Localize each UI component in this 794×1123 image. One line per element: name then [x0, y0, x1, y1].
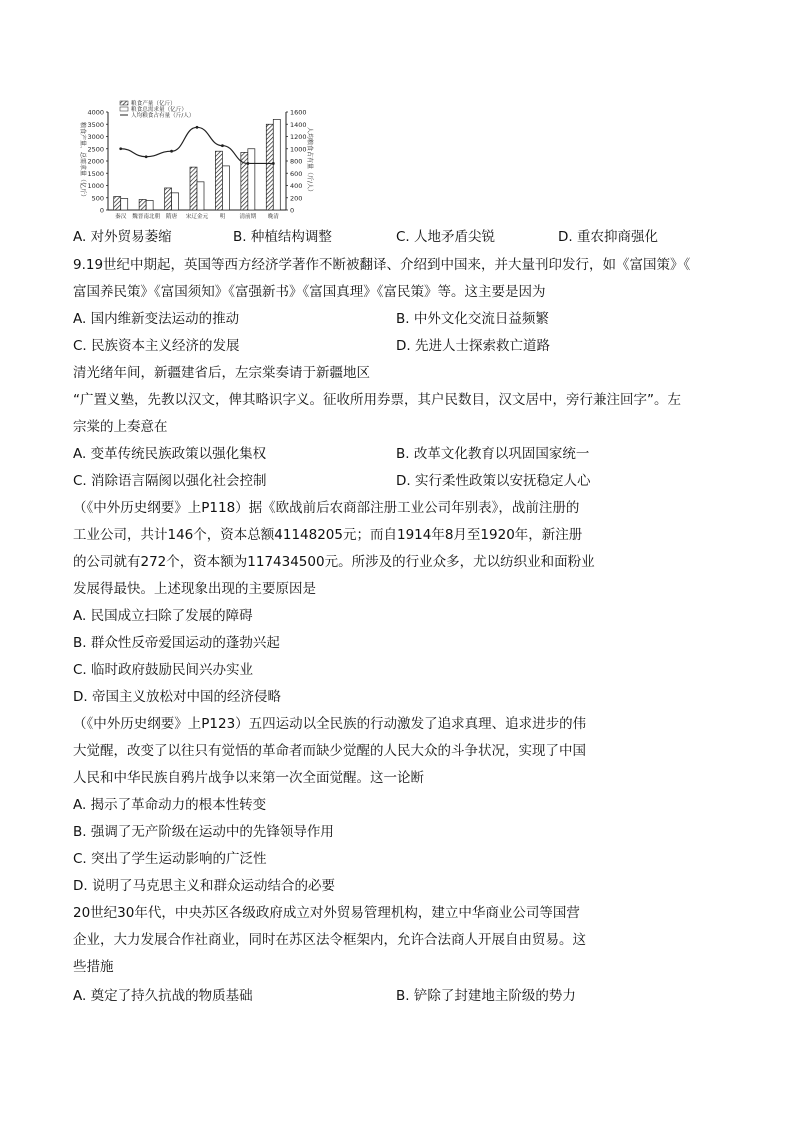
- bar-production: [215, 151, 222, 210]
- q8-option-b: B. 种植结构调整: [233, 229, 332, 245]
- q9-option-c: C. 民族资本主义经济的发展: [73, 338, 240, 354]
- right-tick-label: 1600: [290, 108, 307, 117]
- per-capita-point: [246, 162, 249, 165]
- right-tick-label: 200: [290, 194, 303, 203]
- q9-stem-line: 9.19世纪中期起，英国等西方经济学著作不断被翻译、介绍到中国来，并大量刊印发行，如《富国策》《: [73, 257, 691, 273]
- per-capita-point: [221, 144, 224, 147]
- right-tick-label: 0: [290, 206, 295, 215]
- q8-option-d: D. 重农抑商强化: [558, 229, 658, 245]
- bar-demand: [121, 198, 128, 210]
- left-axis-label: 粮食产量、总需求量（亿斤）: [79, 121, 86, 201]
- q11-stem-line: （《中外历史纲要》上P118）据《欧战前后农商部注册工业公司年别表》，战前注册的: [73, 500, 580, 516]
- q12-stem-line: （《中外历史纲要》上P123）五四运动以全民族的行动激发了追求真理、追求进步的伟: [73, 716, 587, 732]
- category-label: 魏晋南北朝: [132, 214, 161, 220]
- bar-demand: [197, 182, 204, 210]
- q9-option-a: A. 国内维新变法运动的推动: [73, 311, 240, 327]
- bar-demand: [248, 149, 255, 210]
- legend-swatch-demand: [120, 107, 128, 111]
- per-capita-point: [272, 162, 275, 165]
- q13-stem-line: 20世纪30年代，中央苏区各级政府成立对外贸易管理机构，建立中华商业公司等国营: [73, 905, 580, 921]
- q11-option-c: C. 临时政府鼓励民间兴办实业: [73, 662, 254, 678]
- q12-option-a: A. 揭示了革命动力的根本性转变: [73, 797, 267, 813]
- q8-option-a: A. 对外贸易萎缩: [73, 229, 172, 245]
- bar-production: [266, 124, 273, 210]
- left-tick-label: 3500: [87, 120, 104, 129]
- q13-stem-line: 些措施: [73, 959, 114, 975]
- left-tick-label: 0: [99, 206, 104, 215]
- bar-production: [139, 199, 146, 210]
- q10-option-d: D. 实行柔性政策以安抚稳定人心: [396, 473, 591, 489]
- bar-production: [241, 152, 248, 210]
- category-label: 清前期: [239, 214, 257, 220]
- bar-demand: [273, 119, 280, 210]
- left-tick-label: 2500: [87, 145, 104, 154]
- q12-option-d: D. 说明了马克思主义和群众运动结合的必要: [73, 878, 335, 894]
- left-tick-label: 500: [91, 194, 104, 203]
- right-tick-label: 1000: [290, 145, 307, 154]
- category-label: 晚清: [267, 214, 279, 220]
- q12-option-c: C. 突出了学生运动影响的广泛性: [73, 851, 267, 867]
- right-tick-label: 800: [290, 157, 303, 166]
- per-capita-point: [170, 150, 173, 153]
- q11-option-a: A. 民国成立扫除了发展的障碍: [73, 608, 253, 624]
- right-tick-label: 1200: [290, 133, 307, 141]
- q11-stem-line: 的公司就有272个，资本额为117434500元。所涉及的行业众多，尤以纺织业和面粉业: [73, 554, 595, 570]
- right-tick-label: 400: [290, 182, 303, 190]
- q11-stem-line: 工业公司，共计146个，资本总额41148205元；而自1914年8月至1920年，新注册: [73, 527, 583, 543]
- left-tick-label: 1500: [87, 169, 104, 178]
- q10-stem-line: “广置义塾，先教以汉文，俾其略识字义。征收所用券票，其户民数目，汉文居中，旁行兼注回字”。左: [73, 392, 681, 408]
- q10-stem-line: 清光绪年间，新疆建省后，左宗棠奏请于新疆地区: [73, 365, 370, 381]
- category-label: 明: [219, 214, 226, 220]
- legend-production: 粮食产量（亿斤）: [131, 101, 176, 107]
- bar-demand: [222, 166, 229, 210]
- bar-demand: [146, 200, 153, 210]
- q10-option-a: A. 变革传统民族政策以强化集权: [73, 446, 267, 462]
- left-tick-label: 4000: [87, 108, 104, 117]
- per-capita-point: [119, 147, 122, 150]
- category-label: 隋唐: [165, 214, 178, 220]
- grain-chart: [72, 100, 312, 224]
- bar-production: [190, 167, 197, 210]
- q12-stem-line: 大觉醒，改变了以往只有觉悟的革命者而缺少觉醒的人民大众的斗争状况，实现了中国: [73, 743, 586, 759]
- bar-production: [114, 197, 121, 210]
- q9-stem-line: 富国养民策》《富国须知》《富强新书》《富国真理》《富民策》等。这主要是因为: [73, 284, 546, 300]
- left-tick-label: 1000: [87, 182, 104, 190]
- left-tick-label: 3000: [87, 133, 104, 141]
- category-label: 秦汉: [115, 214, 127, 220]
- per-capita-point: [196, 126, 199, 129]
- q10-option-b: B. 改革文化教育以巩固国家统一: [396, 446, 590, 462]
- q12-stem-line: 人民和中华民族自鸦片战争以来第一次全面觉醒。这一论断: [73, 770, 424, 786]
- category-label: 宋辽金元: [185, 214, 209, 220]
- q12-option-b: B. 强调了无产阶级在运动中的先锋领导作用: [73, 824, 334, 840]
- bar-production: [165, 188, 172, 210]
- q11-option-d: D. 帝国主义放松对中国的经济侵略: [73, 689, 281, 705]
- q10-option-c: C. 消除语言隔阂以强化社会控制: [73, 473, 267, 489]
- q13-stem-line: 企业，大力发展合作社商业，同时在苏区法令框架内，允许合法商人开展自由贸易。这: [73, 932, 586, 948]
- q10-stem-line: 宗棠的上奏意在: [73, 419, 168, 435]
- left-tick-label: 2000: [87, 157, 104, 166]
- q9-option-b: B. 中外文化交流日益频繁: [396, 311, 549, 327]
- per-capita-point: [145, 155, 148, 158]
- right-tick-label: 1400: [290, 120, 307, 129]
- q13-option-a: A. 奠定了持久抗战的物质基础: [73, 988, 253, 1004]
- legend-demand: 粮食总需求量（亿斤）: [131, 107, 187, 113]
- q8-option-c: C. 人地矛盾尖锐: [396, 229, 496, 245]
- bar-demand: [172, 193, 179, 210]
- q11-option-b: B. 群众性反帝爱国运动的蓬勃兴起: [73, 635, 280, 651]
- legend-percapita: 人均粮食占有量（斤/人）: [131, 113, 195, 119]
- q13-option-b: B. 铲除了封建地主阶级的势力: [396, 988, 576, 1004]
- q11-stem-line: 发展得最快。上述现象出现的主要原因是: [73, 581, 316, 597]
- right-tick-label: 600: [290, 169, 303, 178]
- legend-swatch-production: [120, 101, 128, 105]
- right-axis-label: 人均粮食占有量（斤/人）: [306, 126, 313, 196]
- q9-option-d: D. 先进人士探索救亡道路: [396, 338, 550, 354]
